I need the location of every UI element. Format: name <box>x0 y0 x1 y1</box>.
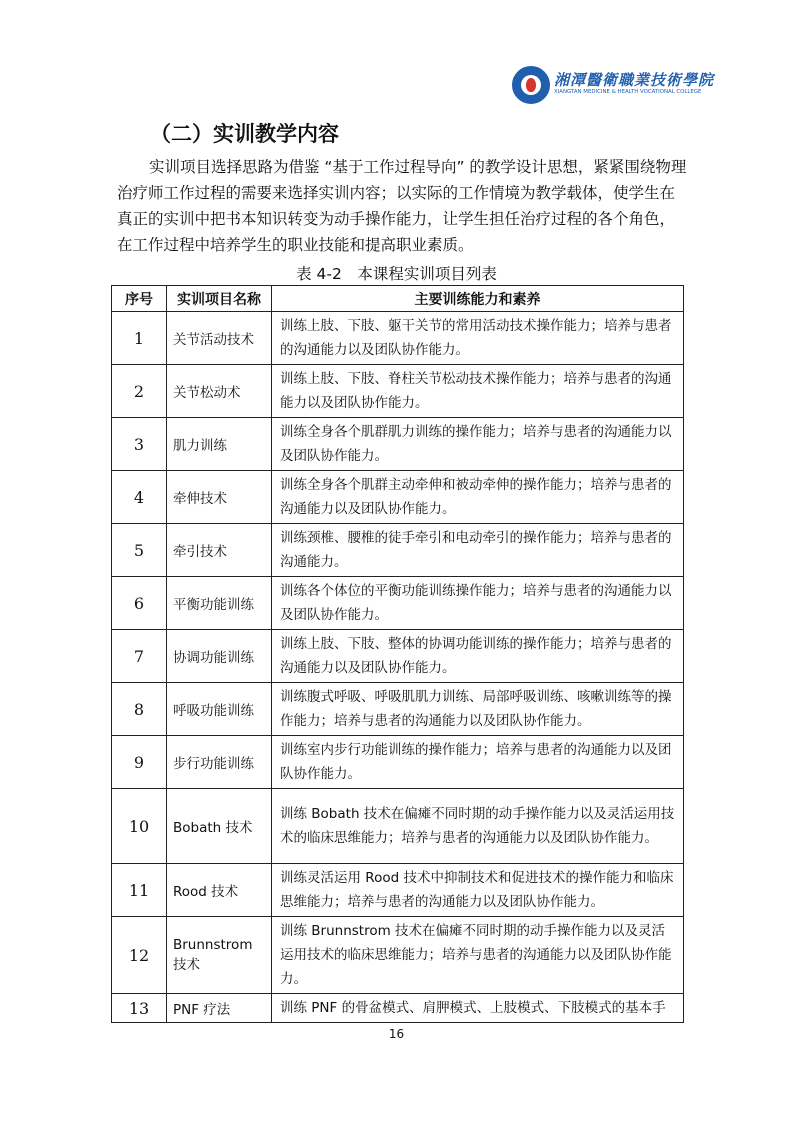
header-num: 序号 <box>112 286 167 312</box>
table-caption: 表 4-2 本课程实训项目列表 <box>296 265 497 283</box>
logo-english-name: XIANGTAN MEDICINE & HEALTH VOCATIONAL COLLEGE <box>554 89 702 95</box>
row-desc: 训练 Brunnstrom 技术在偏瘫不同时期的动手操作能力以及灵活运用技术的临床思维能力；培养与患者的沟通能力以及团队协作能力。 <box>272 917 684 994</box>
row-name: Bobath 技术 <box>167 789 272 864</box>
row-num: 11 <box>112 864 167 917</box>
table-row <box>112 917 684 994</box>
row-num: 2 <box>112 365 167 418</box>
row-num: 1 <box>112 312 167 365</box>
college-logo <box>512 66 715 112</box>
college-seal-icon <box>512 66 550 104</box>
training-projects-table <box>111 285 684 1023</box>
table-row <box>112 994 684 1023</box>
table-row <box>112 736 684 789</box>
section-title: （二）实训教学内容 <box>150 122 339 146</box>
row-name: 平衡功能训练 <box>167 577 272 630</box>
table-row <box>112 789 684 864</box>
row-name: 步行功能训练 <box>167 736 272 789</box>
body-paragraph: 实训项目选择思路为借鉴 “基于工作过程导向” 的教学设计思想，紧紧围绕物理治疗师工作过程的需要来选择实训内容；以实际的工作情境为教学载体，使学生在真正的实训中把书本知识转变为动手操作能力，让学生担任治疗过程的各个角色，在工作过程中培养学生的职业技能和提高职业素质。 <box>117 158 687 254</box>
row-desc: 训练腹式呼吸、呼吸肌肌力训练、局部呼吸训练、咳嗽训练等的操作能力；培养与患者的沟通能力以及团队协作能力。 <box>272 683 684 736</box>
row-name: 协调功能训练 <box>167 630 272 683</box>
row-num: 12 <box>112 917 167 994</box>
logo-chinese-name: 湘潭醫衛職業技術學院 <box>554 71 715 89</box>
row-num: 8 <box>112 683 167 736</box>
table-row <box>112 630 684 683</box>
row-name: 牵伸技术 <box>167 471 272 524</box>
row-name: 牵引技术 <box>167 524 272 577</box>
row-num: 7 <box>112 630 167 683</box>
row-name: 关节松动术 <box>167 365 272 418</box>
row-num: 9 <box>112 736 167 789</box>
row-num: 3 <box>112 418 167 471</box>
row-name: 呼吸功能训练 <box>167 683 272 736</box>
table-row <box>112 365 684 418</box>
header-name: 实训项目名称 <box>167 286 272 312</box>
row-num: 10 <box>112 789 167 864</box>
header-desc: 主要训练能力和素养 <box>272 286 684 312</box>
row-desc: 训练上肢、下肢、躯干关节的常用活动技术操作能力；培养与患者的沟通能力以及团队协作能力。 <box>272 312 684 365</box>
row-desc: 训练室内步行功能训练的操作能力；培养与患者的沟通能力以及团队协作能力。 <box>272 736 684 789</box>
row-name: 肌力训练 <box>167 418 272 471</box>
table-header-row <box>112 286 684 312</box>
row-desc: 训练上肢、下肢、整体的协调功能训练的操作能力；培养与患者的沟通能力以及团队协作能力。 <box>272 630 684 683</box>
row-name: 关节活动技术 <box>167 312 272 365</box>
row-num: 4 <box>112 471 167 524</box>
row-name: Rood 技术 <box>167 864 272 917</box>
row-num: 5 <box>112 524 167 577</box>
row-desc: 训练灵活运用 Rood 技术中抑制技术和促进技术的操作能力和临床思维能力；培养与患者的沟通能力以及团队协作能力。 <box>272 864 684 917</box>
row-name: Brunnstrom 技术 <box>167 917 272 994</box>
table-row <box>112 683 684 736</box>
table-row <box>112 471 684 524</box>
row-desc: 训练上肢、下肢、脊柱关节松动技术操作能力；培养与患者的沟通能力以及团队协作能力。 <box>272 365 684 418</box>
row-num: 6 <box>112 577 167 630</box>
row-desc: 训练颈椎、腰椎的徒手牵引和电动牵引的操作能力；培养与患者的沟通能力。 <box>272 524 684 577</box>
row-desc: 训练全身各个肌群肌力训练的操作能力；培养与患者的沟通能力以及团队协作能力。 <box>272 418 684 471</box>
table-row <box>112 577 684 630</box>
table-row <box>112 524 684 577</box>
row-desc: 训练全身各个肌群主动牵伸和被动牵伸的操作能力；培养与患者的沟通能力以及团队协作能力。 <box>272 471 684 524</box>
row-num: 13 <box>112 994 167 1023</box>
row-name: PNF 疗法 <box>167 994 272 1023</box>
table-row <box>112 418 684 471</box>
row-desc: 训练 PNF 的骨盆模式、肩胛模式、上肢模式、下肢模式的基本手 <box>272 994 684 1023</box>
table-row <box>112 864 684 917</box>
row-desc: 训练 Bobath 技术在偏瘫不同时期的动手操作能力以及灵活运用技术的临床思维能力；培养与患者的沟通能力以及团队协作能力。 <box>272 789 684 864</box>
page-number: 16 <box>388 1027 405 1041</box>
row-desc: 训练各个体位的平衡功能训练操作能力；培养与患者的沟通能力以及团队协作能力。 <box>272 577 684 630</box>
table-row <box>112 312 684 365</box>
